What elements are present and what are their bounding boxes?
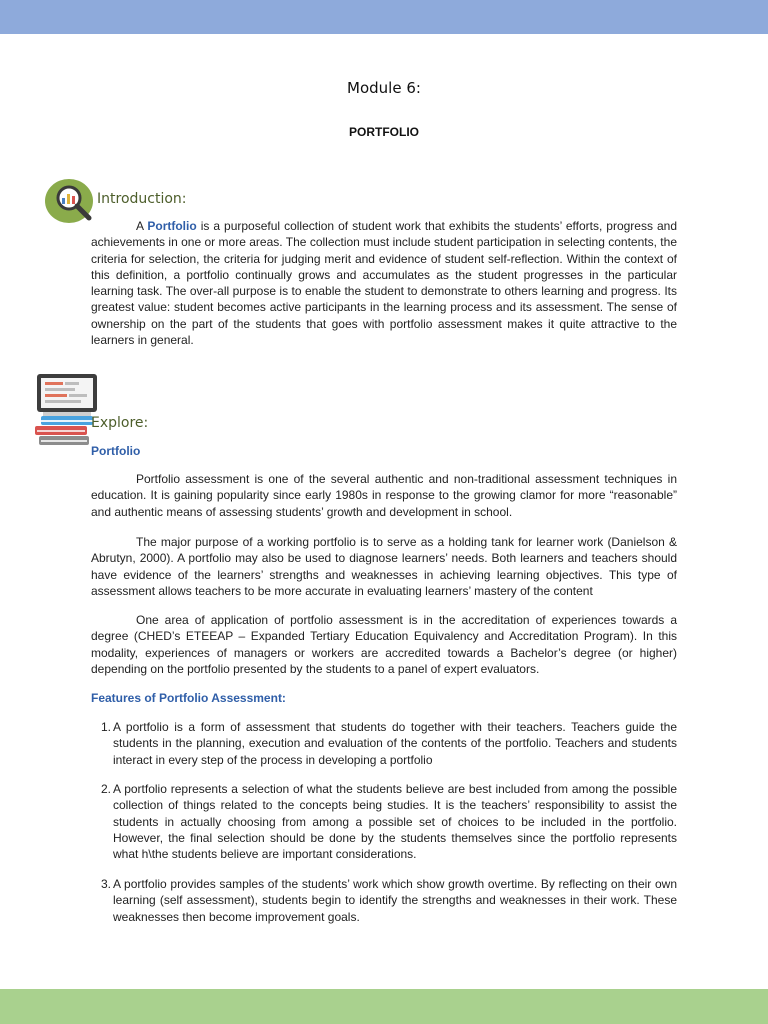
list-item: 1. A portfolio is a form of assessment that students do together with their teachers. Teachers guide the students in the planning, execution and evaluation of the contents of the portfolio. Teachers and students interact in every step of the process in developing a portfolio: [101, 720, 677, 767]
laptop-books-icon: [33, 372, 99, 446]
introduction-paragraph: A Portfolio is a purposeful collection of student work that exhibits the students’ efforts, progress and achievements in one or more areas. The collection must include student participation in selecting contents, the criteria for selection, the criteria for judging merit and evidence of student self-reflection. Within the context of this definition, a portfolio continually grows and accumulates as the student progresses in the particular learning task. The over-all purpose is to enable the student to demonstrate to others learning and progress. Its greatest value: student becomes active participants in the learning process and its assessment. The sense of ownership on the part of the students that goes with portfolio assessment makes it quite attractive to the learners in general.: [91, 219, 677, 348]
explore-heading: Explore:: [91, 415, 149, 431]
list-item: 3. A portfolio provides samples of the students’ work which show growth overtime. By reflecting on their own learning (self assessment), students begin to identify the strengths and weaknesses in their work. These weaknesses then become improvement goals.: [101, 877, 677, 924]
portfolio-term: Portfolio: [147, 219, 197, 233]
explore-paragraph: Portfolio assessment is one of the several authentic and non-traditional assessment techniques in education. It is gaining popularity since early 1980s in response to the growing clamor for more “reasonable” and authentic means of assessing students’ growth and development in school.: [91, 472, 677, 519]
features-subheading: Features of Portfolio Assessment:: [91, 691, 286, 705]
introduction-heading: Introduction:: [97, 191, 187, 207]
page-title: PORTFOLIO: [349, 125, 419, 139]
module-title: Module 6:: [347, 79, 421, 97]
explore-paragraph: The major purpose of a working portfolio is to serve as a holding tank for learner work (Danielson & Abrutyn, 2000). A portfolio may also be used to diagnose learners’ needs. Both learners and teachers should have evidence of the learners’ strengths and weaknesses in achieving learning objectives. This type of assessment allows teachers to be more accurate in evaluating learners’ mastery of the content: [91, 535, 677, 598]
bottom-color-band: [0, 989, 768, 1024]
explore-paragraph: One area of application of portfolio assessment is in the accreditation of experiences towards a degree (CHED’s ETEEAP – Expanded Tertiary Education Equivalency and Accreditation Program). In this modality, experiences of managers or workers are accredited towards a Bachelor’s degree (or higher) depending on the portfolio presented by the students to a panel of expert evaluators.: [91, 613, 677, 676]
magnifier-chart-icon: [45, 178, 97, 224]
top-color-band: [0, 0, 768, 34]
portfolio-subheading: Portfolio: [91, 444, 141, 458]
list-item: 2. A portfolio represents a selection of what the students believe are best included from among the possible collection of things related to the concepts being studies. It is the teachers’ responsibility to assist the students in actually choosing from among a possible set of choices to be included in the portfolio. However, the final selection should be done by the students themselves since the portfolio represents what h\the students believe are important considerations.: [101, 782, 677, 862]
